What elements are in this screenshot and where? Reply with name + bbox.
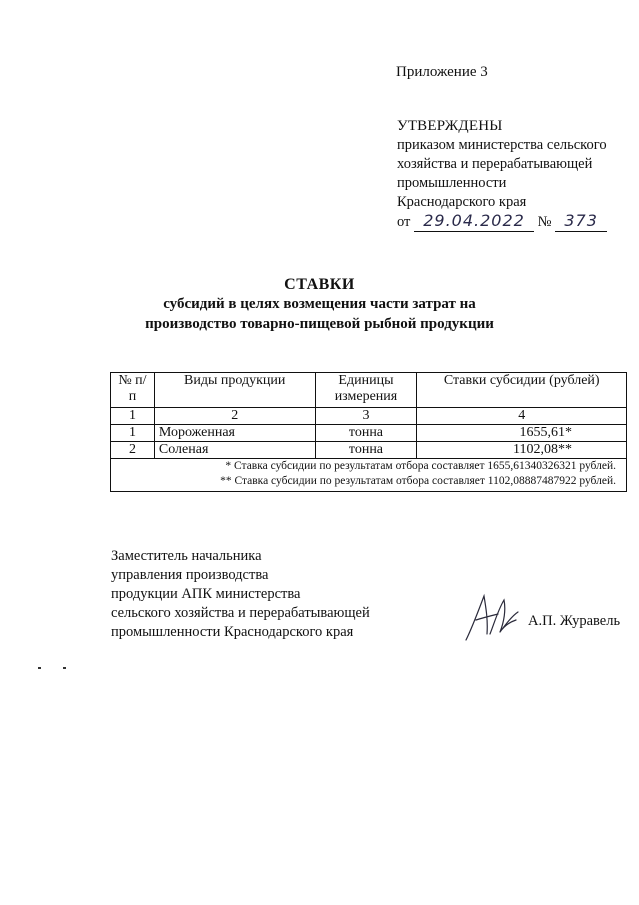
handwritten-signature [460,590,524,646]
signer-position-line: промышленности Краснодарского края [111,624,354,640]
table-row [111,442,627,459]
approval-block [397,117,607,232]
document-title [0,276,639,334]
scan-speck [38,667,41,669]
scan-speck [63,667,66,669]
order-date-line [397,212,607,232]
signer-position-line: продукции АПК министерства [111,586,301,602]
signer-name: А.П. Журавель [528,613,621,629]
table-row [111,425,627,442]
approval-line: хозяйства и перерабатывающей [397,156,593,172]
order-number-value: 373 [564,211,598,230]
header-cell-product: Виды продукции [154,373,315,408]
appendix-label: Приложение 3 [396,64,488,80]
title-line: субсидий в целях возмещения части затрат на [163,296,476,312]
index-cell: 3 [315,408,417,425]
product-cell: Мороженная [154,425,315,442]
order-number-field [555,212,607,232]
product-cell: Соленая [154,442,315,459]
order-date-field [414,212,534,232]
rates-table [110,372,627,492]
title-line: производство товарно-пищевой рыбной продукции [145,316,494,332]
number-prefix: № [537,214,552,230]
signer-position-line: Заместитель начальника [111,548,262,564]
index-cell: 1 [111,408,155,425]
signer-position-line: сельского хозяйства и перерабатывающей [111,605,370,621]
approval-line: Краснодарского края [397,194,527,210]
index-cell: 4 [417,408,627,425]
row-number-cell: 2 [111,442,155,459]
signer-block [111,547,370,642]
header-cell-unit: Единицы измерения [315,373,417,408]
approval-line: приказом министерства сельского [397,137,607,153]
notes-cell [111,459,627,492]
rate-cell: 1102,08** [417,442,627,459]
header-cell-rate: Ставки субсидии (рублей) [417,373,627,408]
unit-cell: тонна [315,442,417,459]
title-main: СТАВКИ [284,276,355,293]
header-cell-number: № п/п [111,373,155,408]
rate-cell: 1655,61* [417,425,627,442]
approval-heading: УТВЕРЖДЕНЫ [397,118,503,134]
row-number-cell: 1 [111,425,155,442]
index-cell: 2 [154,408,315,425]
table-header-row [111,373,627,408]
table-notes-row [111,459,627,492]
footnote: * Ставка субсидии по результатам отбора составляет 1655,61340326321 рублей. [225,460,616,472]
order-date-value: 29.04.2022 [423,211,525,230]
date-prefix: от [397,214,411,230]
approval-line: промышленности [397,175,507,191]
footnote: ** Ставка субсидии по результатам отбора составляет 1102,08887487922 рублей. [220,475,616,487]
table-index-row [111,408,627,425]
unit-cell: тонна [315,425,417,442]
signer-position-line: управления производства [111,567,269,583]
